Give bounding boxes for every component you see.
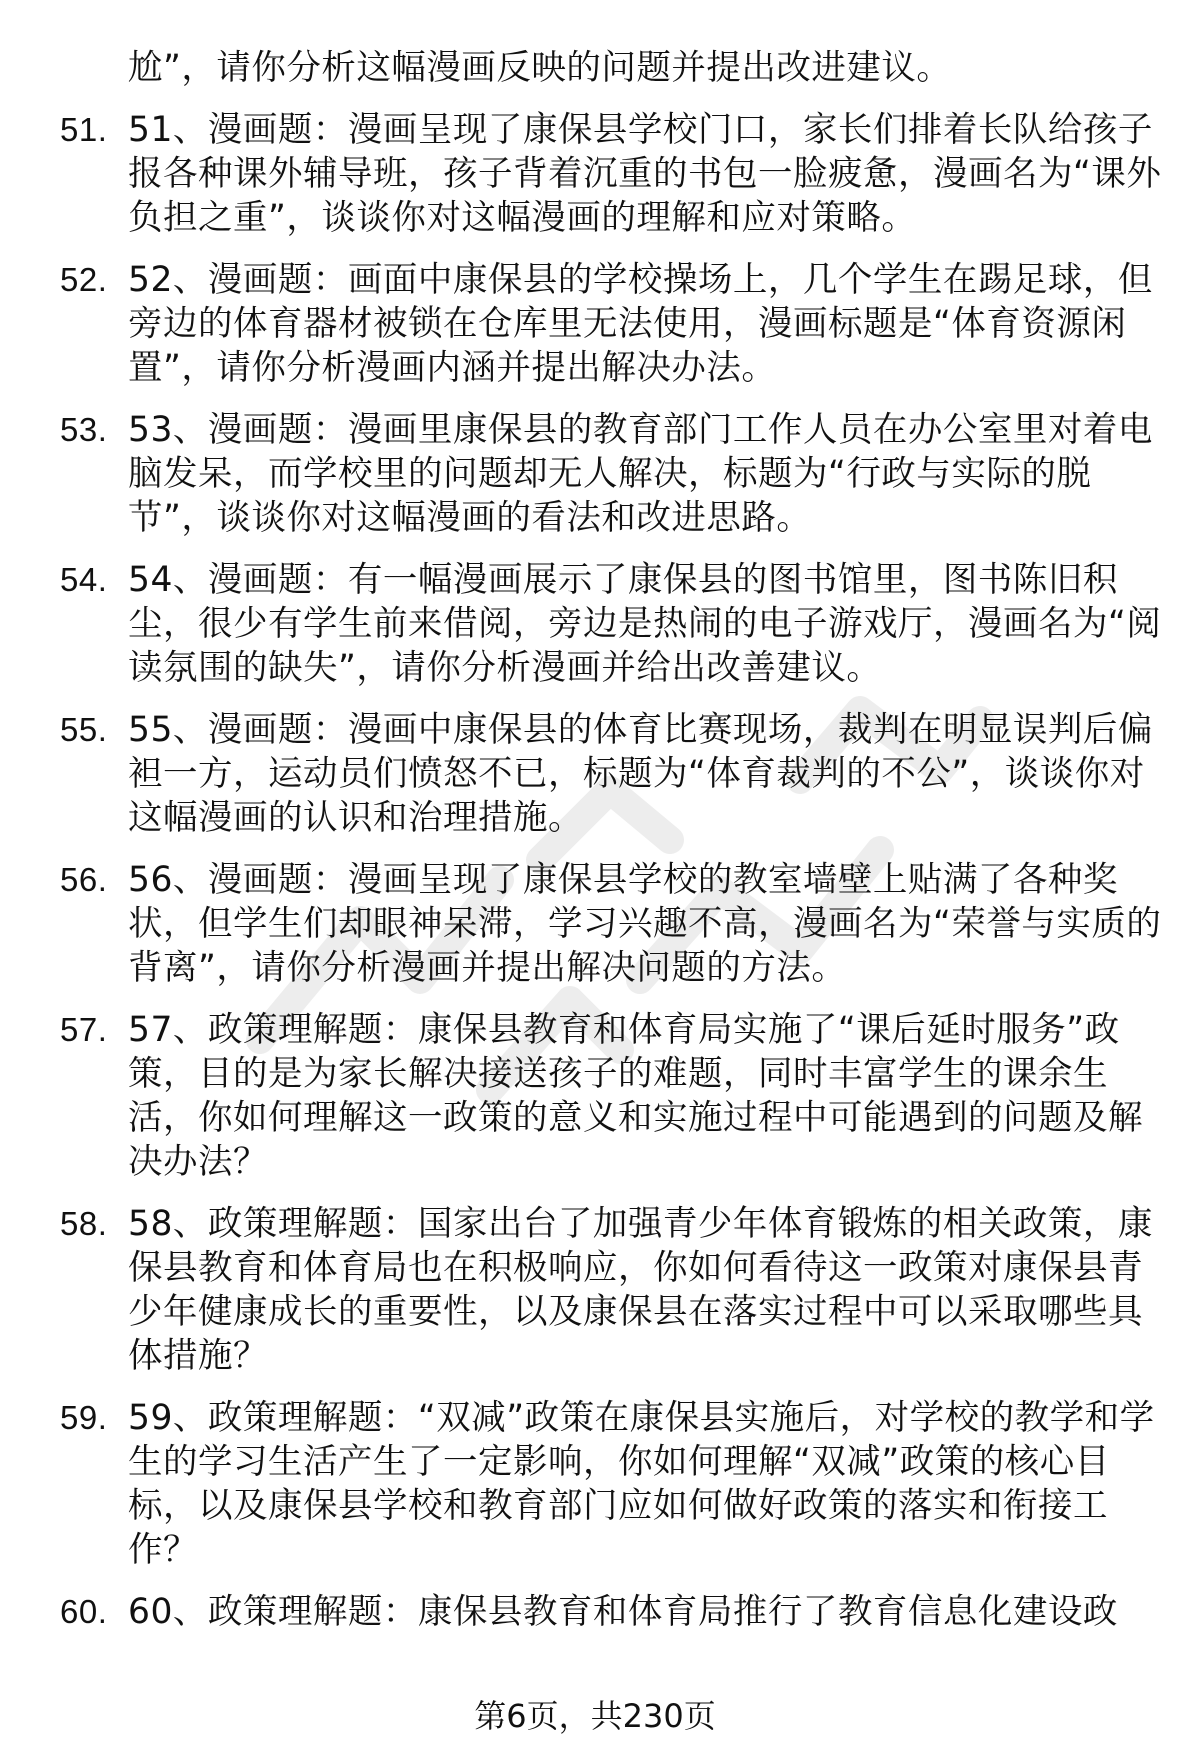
question-number: 53.	[60, 411, 108, 448]
question-number: 59.	[60, 1399, 108, 1436]
question-item	[0, 408, 1168, 540]
question-item	[0, 1590, 1168, 1634]
question-text: 51、漫画题：漫画呈现了康保县学校门口，家长们排着长队给孩子报各种课外辅导班，孩子背着沉重的书包一脸疲惫，漫画名为“课外负担之重”，谈谈你对这幅漫画的理解和应对策略。	[128, 110, 1162, 238]
question-text: 54、漫画题：有一幅漫画展示了康保县的图书馆里，图书陈旧积尘，很少有学生前来借阅，旁边是热闹的电子游戏厅，漫画名为“阅读氛围的缺失”，请你分析漫画并给出改善建议。	[128, 560, 1162, 688]
question-text: 58、政策理解题：国家出台了加强青少年体育锻炼的相关政策，康保县教育和体育局也在积极响应，你如何看待这一政策对康保县青少年健康成长的重要性，以及康保县在落实过程中可以采取哪些具体措施？	[128, 1204, 1153, 1376]
question-item	[0, 258, 1168, 390]
page-footer	[0, 1696, 1190, 1736]
question-number: 57.	[60, 1011, 108, 1048]
question-number: 54.	[60, 561, 108, 598]
question-number: 51.	[60, 111, 108, 148]
question-text: 53、漫画题：漫画里康保县的教育部门工作人员在办公室里对着电脑发呆，而学校里的问题却无人解决，标题为“行政与实际的脱节”，谈谈你对这幅漫画的看法和改进思路。	[128, 410, 1153, 538]
question-number: 52.	[60, 261, 108, 298]
question-item	[0, 1008, 1168, 1184]
question-text: 59、政策理解题：“双减”政策在康保县实施后，对学校的教学和学生的学习生活产生了一定影响，你如何理解“双减”政策的核心目标，以及康保县学校和教育部门应如何做好政策的落实和衔接工作？	[128, 1398, 1155, 1570]
question-number: 56.	[60, 861, 108, 898]
question-number: 55.	[60, 711, 108, 748]
question-number: 58.	[60, 1205, 108, 1242]
question-item	[0, 108, 1168, 240]
question-item	[0, 558, 1168, 690]
question-number: 60.	[60, 1593, 108, 1630]
question-item	[0, 1396, 1168, 1572]
question-text: 52、漫画题：画面中康保县的学校操场上，几个学生在踢足球，但旁边的体育器材被锁在仓库里无法使用，漫画标题是“体育资源闲置”，请你分析漫画内涵并提出解决办法。	[128, 260, 1153, 388]
question-item	[0, 708, 1168, 840]
question-text: 56、漫画题：漫画呈现了康保县学校的教室墙壁上贴满了各种奖状，但学生们却眼神呆滞，学习兴趣不高，漫画名为“荣誉与实质的背离”，请你分析漫画并提出解决问题的方法。	[128, 860, 1162, 988]
question-list	[0, 108, 1190, 1652]
question-text: 55、漫画题：漫画中康保县的体育比赛现场，裁判在明显误判后偏袒一方，运动员们愤怒不已，标题为“体育裁判的不公”，谈谈你对这幅漫画的认识和治理措施。	[128, 710, 1153, 838]
question-text: 60、政策理解题：康保县教育和体育局推行了教育信息化建设政	[128, 1592, 1118, 1632]
continuation-text: 尬”，请你分析这幅漫画反映的问题并提出改进建议。	[128, 48, 952, 88]
question-item	[0, 858, 1168, 990]
page-number-label: 第6页，共230页	[474, 1697, 716, 1735]
question-item	[0, 1202, 1168, 1378]
question-text: 57、政策理解题：康保县教育和体育局实施了“课后延时服务”政策，目的是为家长解决接送孩子的难题，同时丰富学生的课余生活，你如何理解这一政策的意义和实施过程中可能遇到的问题及解决办法？	[128, 1010, 1143, 1182]
